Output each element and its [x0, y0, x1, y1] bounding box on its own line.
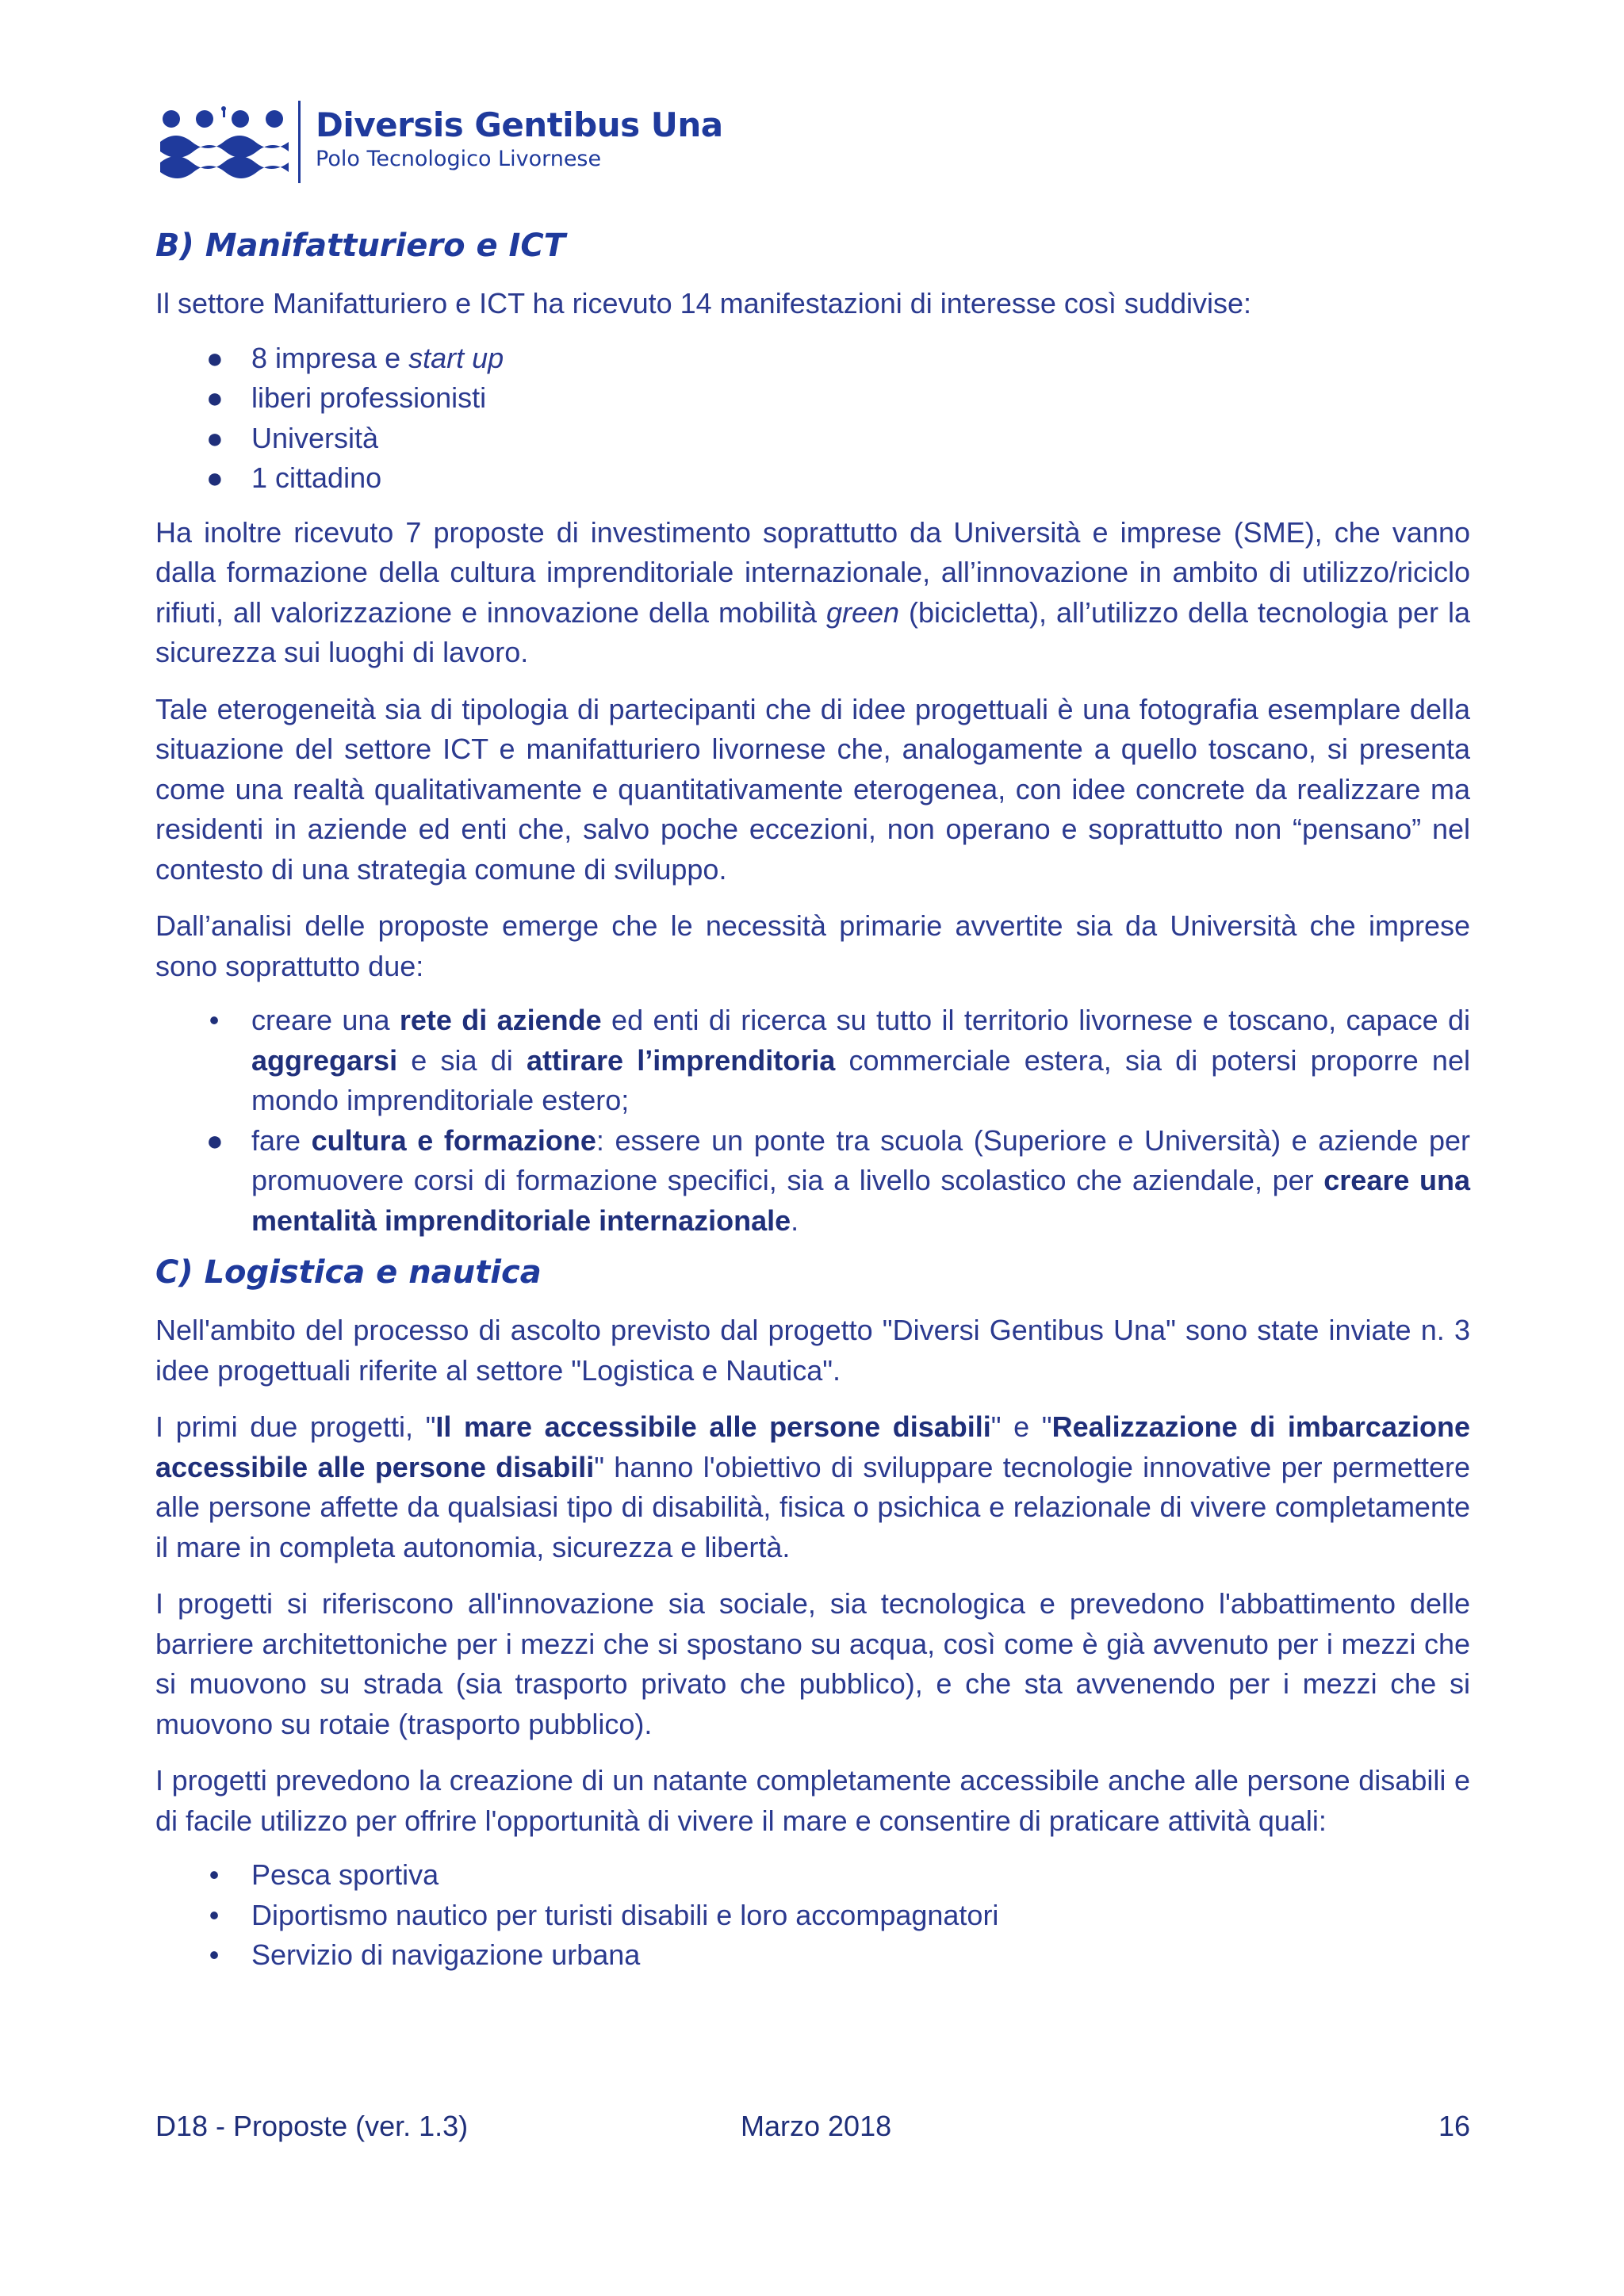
header-logo: [159, 99, 723, 186]
bullet-icon: ●: [206, 381, 224, 414]
section-c-paragraph-3: I progetti si riferiscono all'innovazione sia sociale, sia tecnologica e prevedono l'abbattimento delle barriere architettoniche per i mezzi che si spostano su acqua, così come è già avvenuto per i mezzi che si muovono su strada (sia trasporto privato che pubblico), e che sta avvenendo per i mezzi che si muovono su rotaie (trasporto pubblico).: [155, 1587, 1470, 1740]
logo-title: Diversis Gentibus Una: [316, 105, 723, 144]
section-b-paragraph-3: Dall’analisi delle proposte emerge che le necessità primarie avvertite sia da Università che imprese sono soprattutto due:: [155, 909, 1470, 982]
bullet-icon: ●: [206, 461, 224, 494]
section-c-paragraph-4: I progetti prevedono la creazione di un natante completamente accessibile anche alle persone disabili e di facile utilizzo per offrire l'opportunità di vivere il mare e consentire di praticare attività quali:: [155, 1764, 1470, 1837]
logo-divider: [298, 101, 301, 183]
logo-subtitle: Polo Tecnologico Livornese: [316, 147, 602, 171]
bullet-icon: ●: [206, 341, 224, 374]
bullet-icon: •: [209, 1004, 220, 1036]
list-item: ● fare cultura e formazione: essere un ponte tra scuola (Superiore e Università) e aziende per promuovere corsi di formazione specifici, sia a livello scolastico che aziendale, per creare una mentalità imprenditoriale internazionale.: [155, 1121, 1470, 1242]
bullet-icon: •: [209, 1898, 220, 1931]
section-c-paragraph-2: I primi due progetti, "Il mare accessibile alle persone disabili" e "Realizzazione di imbarcazione accessibile alle persone disabili" hanno l'obiettivo di sviluppare tecnologie innovative per permettere alle persone affette da qualsiasi tipo di disabilità, fisica o psichica e relazionale di vivere completamente il mare in completa autonomia, sicurezza e libertà.: [155, 1410, 1471, 1563]
section-b-paragraph-1: Ha inoltre ricevuto 7 proposte di investimento soprattutto da Università e imprese (SME), che vanno dalla formazione della cultura imprenditoriale internazionale, all’innovazione in ambito di utilizzo/riciclo rifiuti, all valorizzazione e innovazione della mobilità green (bicicletta), all’utilizzo della tecnologia per la sicurezza sui luoghi di lavoro.: [155, 515, 1470, 668]
list-item: ● 8 impresa e start up: [155, 339, 1470, 379]
bullet-icon: ●: [206, 1123, 224, 1157]
list-item: ● Università: [155, 419, 1470, 459]
bullet-icon: •: [209, 1858, 220, 1891]
section-b-paragraph-2: Tale eterogeneità sia di tipologia di partecipanti che di idee progettuali è una fotografia esemplare della situazione del settore ICT e manifatturiero livornese che, analogamente a quello toscano, si presenta come una realtà qualitativamente e quantitativamente eterogenea, con idee concrete da realizzare ma residenti in aziende ed enti che, salvo poche eccezioni, non operano e soprattutto non “pensano” nel contesto di una strategia comune di sviluppo.: [155, 692, 1470, 886]
section-b-intro: Il settore Manifatturiero e ICT ha ricevuto 14 manifestazioni di interesse così suddivise:: [155, 287, 1251, 320]
bullet-icon: •: [209, 1938, 220, 1971]
main-content: [155, 224, 1470, 1976]
bullet-icon: ●: [206, 421, 224, 454]
participants-list: [155, 339, 1470, 499]
list-item: • Servizio di navigazione urbana: [155, 1935, 1470, 1976]
list-item: • Diportismo nautico per turisti disabili e loro accompagnatori: [155, 1896, 1470, 1936]
waves-people-logo-icon: [159, 99, 290, 178]
footer-page-number: 16: [1438, 2110, 1470, 2142]
footer-doc-ref: D18 - Proposte (ver. 1.3): [155, 2110, 469, 2142]
activities-list: [155, 1855, 1470, 1976]
footer-date: Marzo 2018: [741, 2110, 892, 2142]
list-item: ● 1 cittadino: [155, 458, 1470, 499]
list-item: • Pesca sportiva: [155, 1855, 1470, 1896]
section-c-heading: C) Logistica e nautica: [155, 1254, 542, 1291]
list-item: ● liberi professionisti: [155, 378, 1470, 419]
list-item: • creare una rete di aziende ed enti di ricerca su tutto il territorio livornese e toscano, capace di aggregarsi e sia di attirare l’imprenditoria commerciale estera, sia di potersi proporre nel mondo imprenditoriale estero;: [155, 1001, 1470, 1121]
section-b-heading: B) Manifatturiero e ICT: [155, 228, 566, 264]
section-c-paragraph-1: Nell'ambito del processo di ascolto previsto dal progetto "Diversi Gentibus Una" sono state inviate n. 3 idee progettuali riferite al settore "Logistica e Nautica".: [155, 1314, 1470, 1387]
needs-list: [155, 1001, 1470, 1241]
